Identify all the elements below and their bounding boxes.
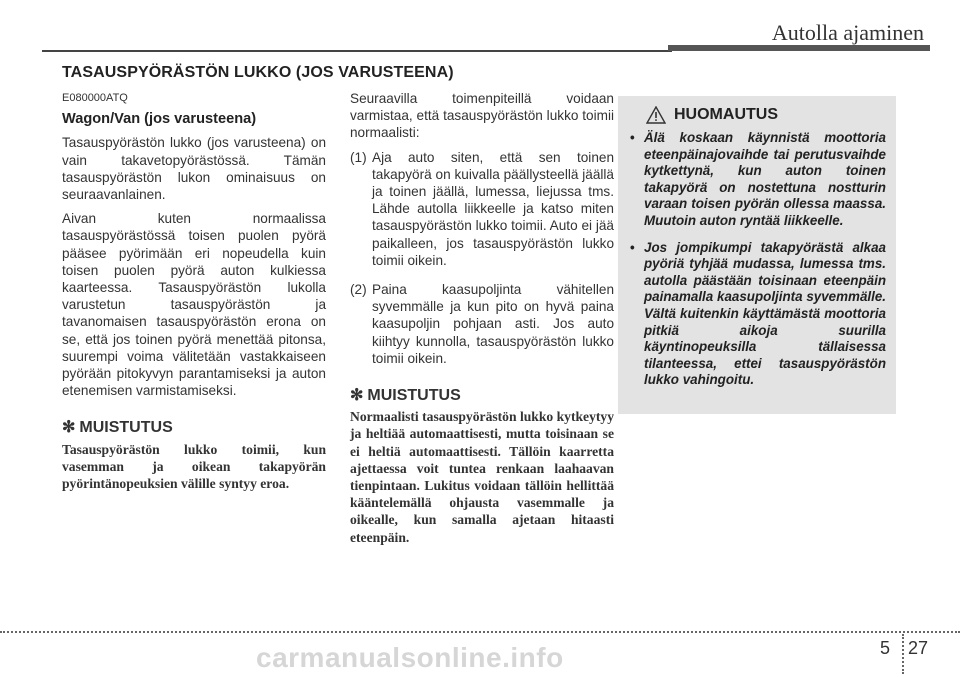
bullet: • bbox=[630, 239, 635, 255]
note-title: MUISTUTUS bbox=[79, 419, 173, 437]
bullet: • bbox=[630, 130, 635, 145]
warning-item bbox=[630, 130, 886, 230]
section-title: TASAUSPYÖRÄSTÖN LUKKO (JOS VARUSTEENA) bbox=[62, 64, 454, 81]
warning-heading bbox=[646, 106, 778, 124]
running-header: Autolla ajaminen bbox=[771, 20, 924, 45]
section-code: E080000ATQ bbox=[62, 92, 128, 104]
paragraph: Aivan kuten normaalissa tasauspyörästössä toisen puolen pyörä pääsee pyörimään eri nopeudella kuin toisen puolen pyörä auton kulkiessa kaarteessa. Tasauspyörästön lukolla varustetun tasauspyörästön ja tavanomaisen tasauspyörästön erona on se, että jos toinen pyörä menettää pitonsa, suurempi voima välitetään vastakkaiseen pyörään pitokyvyn parantamiseksi ja auton etenemisen varmistamiseksi. bbox=[62, 211, 326, 399]
note-heading bbox=[350, 387, 614, 404]
note-heading bbox=[62, 419, 326, 436]
page-number: 27 bbox=[908, 638, 929, 658]
warning-list bbox=[630, 130, 886, 399]
snowflake-icon: ✻ bbox=[62, 419, 76, 437]
note-text: Normaalisti tasauspyörästön lukko kytkeytyy ja heltiää automaattisesti, mutta toisinaan se ei heltiä automaattisesti. Tällöin kaarretta ajettaessa voit tuntea renkaan laahaavan tienpintaan. Lukitus voidaan tällöin hellittää kääntelemällä ohjausta vasemmalle ja oikealle, kun samalla ajetaan hitaasti eteenpäin. bbox=[350, 409, 614, 545]
warning-text: Jos jompikumpi takapyörästä alkaa pyöriä tyhjää mudassa, lumessa tms. autolla päästään toisinaan eteenpäin painamalla kaasupoljinta syvemmälle. Vältä kuitenkin käyttämästä moottoria pitkiä aikoja suurilla käyntinopeuksilla tällaisessa tilanteessa, ettei tasauspyörästön lukko vahingoitu. bbox=[644, 239, 886, 388]
paragraph: Tasauspyörästön lukko (jos varusteena) on vain takavetopyörästössä. Tämän tasauspyörästön lukon ominaisuus on seuraavanlainen. bbox=[62, 135, 326, 203]
header-rule bbox=[42, 50, 672, 52]
watermark: carmanualsonline.info bbox=[256, 642, 564, 673]
list-item bbox=[350, 281, 614, 367]
list-text: Aja auto siten, että sen toinen takapyörä on kuivalla päällysteellä jäällä ja toinen jäällä, lumessa, liejussa tms. Lähde autolla liikkeelle ja katso miten tasauspyörästön lukko toimii. Auto ei jää paikalleen, jos tasauspyörästön lukko toimii oikein. bbox=[372, 149, 614, 268]
footer-rule bbox=[0, 631, 960, 633]
snowflake-icon: ✻ bbox=[350, 387, 364, 405]
warning-triangle-icon bbox=[646, 106, 666, 124]
note-text: Tasauspyörästön lukko toimii, kun vasemman ja oikean takapyörän pyörintänopeuksien välille syntyy eroa. bbox=[62, 441, 326, 492]
header-rule-accent bbox=[668, 45, 930, 51]
paragraph: Seuraavilla toimenpiteillä voidaan varmistaa, että tasauspyörästön lukko toimii normaalisti: bbox=[350, 91, 614, 141]
note-title: MUISTUTUS bbox=[367, 387, 461, 405]
list-item bbox=[350, 149, 614, 269]
list-number: (2) bbox=[350, 282, 367, 298]
column-left bbox=[62, 90, 326, 492]
warning-title: HUOMAUTUS bbox=[674, 106, 778, 123]
chapter-number: 5 bbox=[880, 638, 891, 658]
warning-box bbox=[618, 96, 896, 414]
page-number-separator bbox=[902, 634, 904, 674]
warning-text: Älä koskaan käynnistä moottoria eteenpäinajovaihde tai perutusvaihde kytkettynä, kun auton toinen takapyörä on nostettuna nostturin varaan toisen pyörän ollessa maassa. Muutoin auton ryntää liikkeelle. bbox=[644, 130, 886, 228]
list-text: Paina kaasupoljinta vähitellen syvemmälle ja kun pito on hyvä paina kaasupoljin pohjaan asti. Jos auto kiihtyy kunnolla, tasauspyörästön lukko toimii oikein. bbox=[372, 282, 614, 366]
subheading: Wagon/Van (jos varusteena) bbox=[62, 111, 257, 128]
list-number: (1) bbox=[350, 149, 367, 165]
column-middle bbox=[350, 90, 614, 546]
warning-item bbox=[630, 240, 886, 389]
